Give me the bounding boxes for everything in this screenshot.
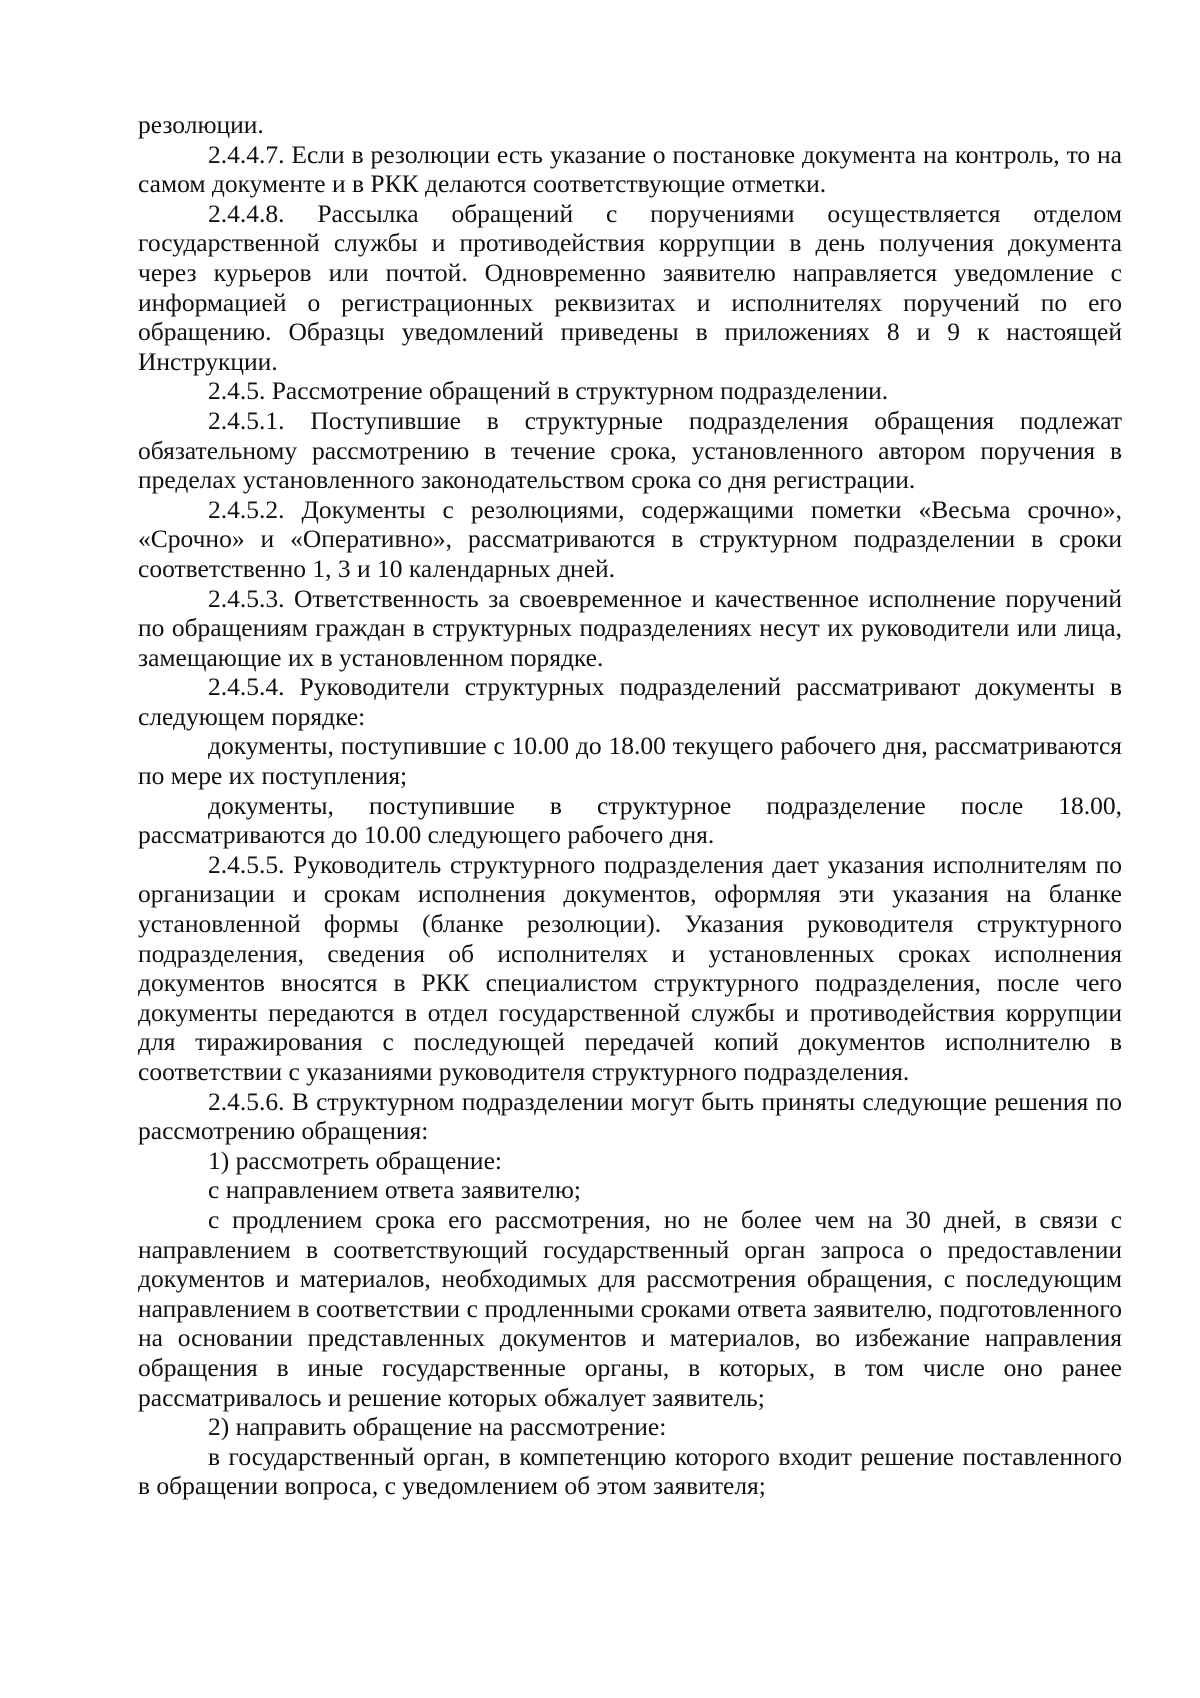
paragraph-2-4-5-5: 2.4.5.5. Руководитель структурного подразделения дает указания исполнителям по организации и срокам исполнения документов, оформляя эти указания на бланке установленной формы (бланке резолюции). Указания руководителя структурного подразделения, сведения об исполнителях и установленных сроках исполнения документов вносятся в РКК специалистом структурного подразделения, после чего документы передаются в отдел государственной службы и противодействия коррупции для тиражирования с последующей передачей копий документов исполнителю в соответствии с указаниями руководителя структурного подразделения. — [138, 849, 1122, 1086]
paragraph-2-4-4-8: 2.4.4.8. Рассылка обращений с поручениями осуществляется отделом государственной службы и противодействия коррупции в день получения документа через курьеров или почтой. Одновременно заявителю направляется уведомление с информацией о регистрационных реквизитах и исполнителях поручений по его обращению. Образцы уведомлений приведены в приложениях 8 и 9 к настоящей Инструкции. — [138, 198, 1122, 376]
paragraph-2-4-5-4: 2.4.5.4. Руководители структурных подразделений рассматривают документы в следующем порядке: — [138, 672, 1122, 731]
paragraph-2-4-5-1: 2.4.5.1. Поступившие в структурные подразделения обращения подлежат обязательному рассмотрению в течение срока, установленного автором поручения в пределах установленного законодательством срока со дня регистрации. — [138, 405, 1122, 495]
paragraph-2-4-5-6: 2.4.5.6. В структурном подразделении могут быть приняты следующие решения по рассмотрению обращения: — [138, 1086, 1122, 1146]
paragraph-decision-1: 1) рассмотреть обращение: — [208, 1145, 502, 1175]
paragraph-documents-after-18: документы, поступившие в структурное подразделение после 18.00, рассматриваются до 10.00 следующего рабочего дня. — [138, 790, 1122, 850]
paragraph-2-4-4-7: 2.4.4.7. Если в резолюции есть указание о постановке документа на контроль, то на самом документе и в РКК делаются соответствующие отметки. — [138, 139, 1122, 199]
paragraph-documents-10-18: документы, поступившие с 10.00 до 18.00 текущего рабочего дня, рассматриваются по мере их поступления; — [138, 731, 1122, 791]
paragraph-with-answer: с направлением ответа заявителю; — [208, 1175, 581, 1205]
paragraph-to-state-body: в государственный орган, в компетенцию которого входит решение поставленного в обращении вопроса, с уведомлением об этом заявителя; — [138, 1441, 1122, 1501]
paragraph-2-4-5-3: 2.4.5.3. Ответственность за своевременное и качественное исполнение поручений по обращениям граждан в структурных подразделениях несут их руководители или лица, замещающие их в установленном порядке. — [138, 583, 1122, 672]
paragraph-resolution-tail: резолюции. — [138, 110, 264, 139]
paragraph-2-4-5-2: 2.4.5.2. Документы с резолюциями, содержащими пометки «Весьма срочно», «Срочно» и «Оперативно», рассматриваются в структурном подразделении в сроки соответственно 1, 3 и 10 календарных дней. — [138, 494, 1122, 583]
paragraph-decision-2: 2) направить обращение на рассмотрение: — [208, 1412, 667, 1442]
paragraph-with-extension: с продлением срока его рассмотрения, но не более чем на 30 дней, в связи с направлением в соответствующий государственный орган запроса о предоставлении документов и материалов, необходимых для рассмотрения обращения, с последующим направлением в соответствии с продленными сроками ответа заявителю, подготовленного на основании представленных документов и материалов, во избежание направления обращения в иные государственные органы, в которых, в том числе оно ранее рассматривалось и решение которых обжалует заявитель; — [138, 1204, 1122, 1412]
document-page — [138, 110, 1122, 1501]
paragraph-2-4-5: 2.4.5. Рассмотрение обращений в структурном подразделении. — [208, 376, 889, 406]
